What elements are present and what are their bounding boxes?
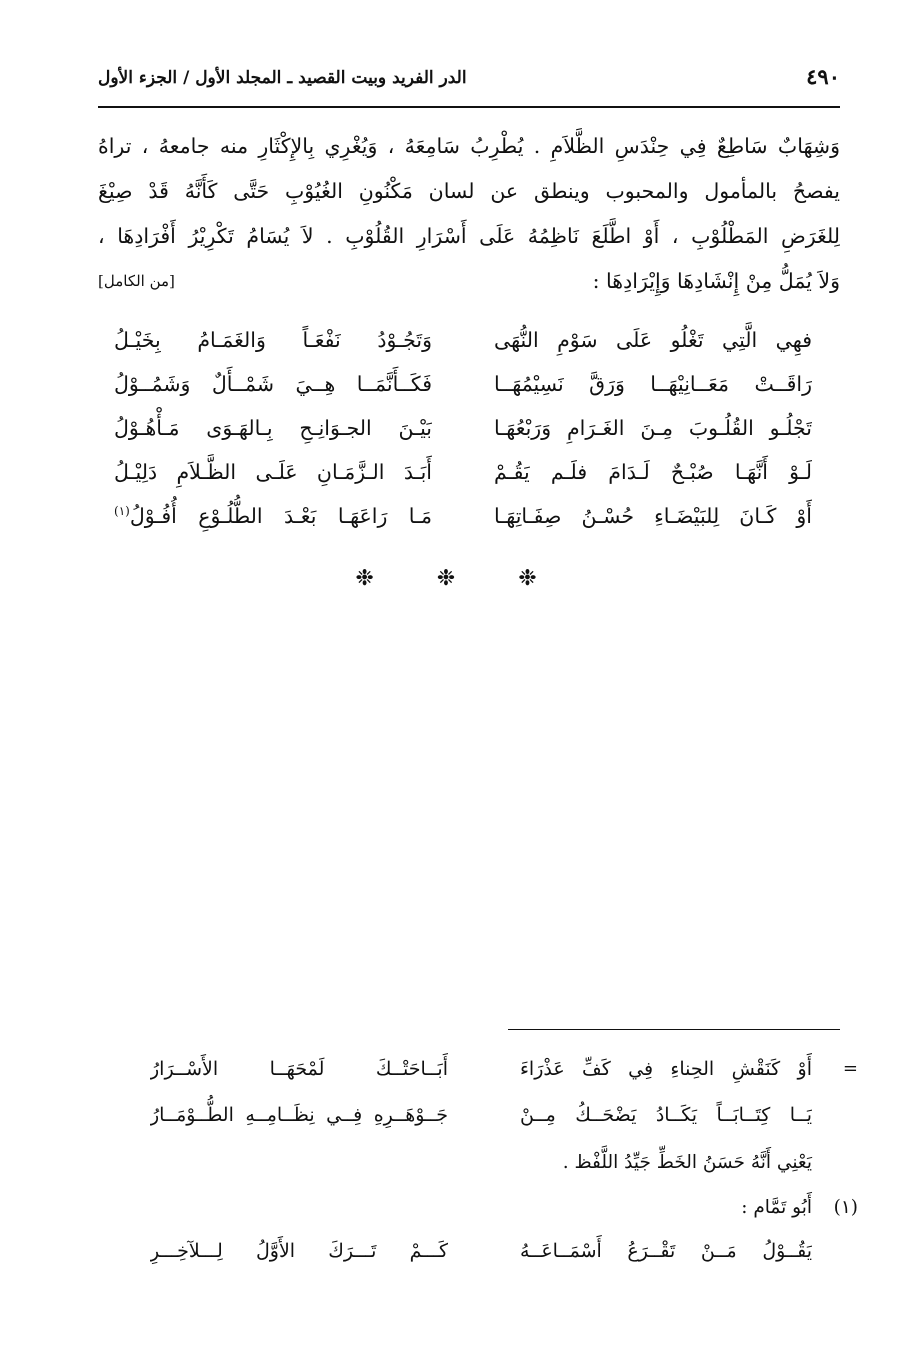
second-hemistich: فَكَــأَنَّمَــا هِــيَ شَمْــأَلٌ وَشَمُــوْلُ xyxy=(114,372,432,396)
prose-line-last xyxy=(98,259,840,304)
page-header xyxy=(98,62,840,102)
prose-line: وَشِهَابٌ سَاطِعٌ فِي حِنْدَسِ الظَّلاَمِ . يُطْرِبُ سَامِعَهُ ، وَيُغْرِي بِالإِكْثَارِ منه جامعهُ ، تراهُ xyxy=(98,134,840,158)
footnote-heading xyxy=(98,1188,858,1228)
first-hemistich: أَوْ كَنَقْشِ الحِناءِ فِي كَفِّ عَذْرَاءَ xyxy=(520,1058,812,1080)
prose-line-text: وَلاَ يُمَلُّ مِنْ إِنْشَادِهَا وَإِيْرَادِهَا : xyxy=(592,269,840,293)
poem xyxy=(98,318,840,538)
second-hemistich: جَــوْهَــرِهِ فِــي نِظَــامِــهِ الطُّــوْمَــارُ xyxy=(150,1104,448,1126)
second-hemistich: أَبَـدَ الـزَّمَـانِ عَلَـى الظَّـلاَمِ دَلِيْـلُ xyxy=(114,460,432,484)
footnote-note: يَعْنِي أَنَّهُ حَسَنُ الخَطِّ جَيِّدُ اللَّفْظ . xyxy=(562,1152,812,1173)
continuation-mark: = xyxy=(842,1058,858,1079)
first-hemistich: يَقُــوْلُ مَــنْ تَقْــرَعُ أَسْمَــاعَــهُ xyxy=(520,1240,812,1262)
footnote-reference[interactable]: (١) xyxy=(114,504,130,519)
second-hemistich: كَـــمْ تَـــرَكَ الأَوَّلُ لِـــلآخِـــرِ xyxy=(150,1240,448,1262)
first-hemistich: لَـوْ أَنَّهَـا صُبْـحٌ لَـدَامَ فلَـم يَقُـمْ xyxy=(494,460,812,484)
footnote-poet: أَبُو تَمَّام : xyxy=(741,1197,812,1218)
second-hemistich: أَبَــاحَتْــكَ لَمْحَهَــا الأَسْــرَارُ xyxy=(150,1058,448,1080)
first-hemistich: يَــا كِتَــابَــاً يَكَــادُ يَضْحَــكُ مِــنْ xyxy=(520,1104,812,1126)
hemistich-text: مَـا رَاعَهَـا بَعْـدَ الطُّلُـوْعِ أُفُـوْلُ xyxy=(129,504,432,528)
page-number: ٤٩٠ xyxy=(806,64,840,89)
footnotes xyxy=(98,1046,858,1274)
prose-line: يفصحُ بالمأمول والمحبوب وينطق عن لسان مَكْنُونِ الغُيُوْبِ حَتَّى كَأَنَّهُ قَدْ صِيْغَ xyxy=(98,179,840,203)
poem-verse xyxy=(98,318,840,362)
first-hemistich: فهِي الَّتِي تَغْلُو عَلَى سَوْمِ النُّهَى xyxy=(494,328,812,352)
first-hemistich: تَجْلُـو القُلُـوبَ مِـنَ الغَـرَامِ وَرَبْعُهَـا xyxy=(494,416,812,440)
footnote-verse xyxy=(98,1046,858,1092)
header-rule xyxy=(98,106,840,108)
first-hemistich: أَوْ كَـانَ لِلبَيْضَـاءِ حُسْـنُ صِفَـاتِهَـا xyxy=(494,504,812,528)
poem-verse xyxy=(98,362,840,406)
first-hemistich: رَاقَــتْ مَعَــانِيْهَــا وَرَقَّ نَسِيْمُهَــا xyxy=(494,372,812,396)
poem-verse xyxy=(98,450,840,494)
prose-line: لِلغَرَضِ المَطْلُوْبِ ، أَوْ اطَّلَعَ نَاظِمُهُ عَلَى أَسْرَارِ القُلُوْبِ . لاَ يُسَامُ تَكْرِيْرُ أَفْرَادِهَا ، xyxy=(98,224,840,248)
meter-label: [من الكامل] xyxy=(98,272,175,290)
section-separator: ❉ ❉ ❉ xyxy=(355,566,565,591)
second-hemistich: وَتَجُـوْدُ نَفْعَـاً وَالغَمَـامُ بِخَيْـلُ xyxy=(114,328,432,352)
prose-paragraph xyxy=(98,124,840,304)
second-hemistich: بَيْـنَ الجـوَانِـحِ بِـالهَـوَى مَـأْهُـوْلُ xyxy=(114,416,432,440)
footnote-verse xyxy=(98,1228,858,1274)
poem-verse xyxy=(98,494,840,538)
footnote-verse xyxy=(98,1092,858,1138)
footnote-rule xyxy=(508,1029,840,1030)
footnote-number: (١) xyxy=(833,1197,858,1218)
running-title: الدر الفريد وبيت القصيد ـ المجلد الأول / الجزء الأول xyxy=(98,68,467,88)
second-hemistich xyxy=(114,494,432,538)
poem-verse xyxy=(98,406,840,450)
